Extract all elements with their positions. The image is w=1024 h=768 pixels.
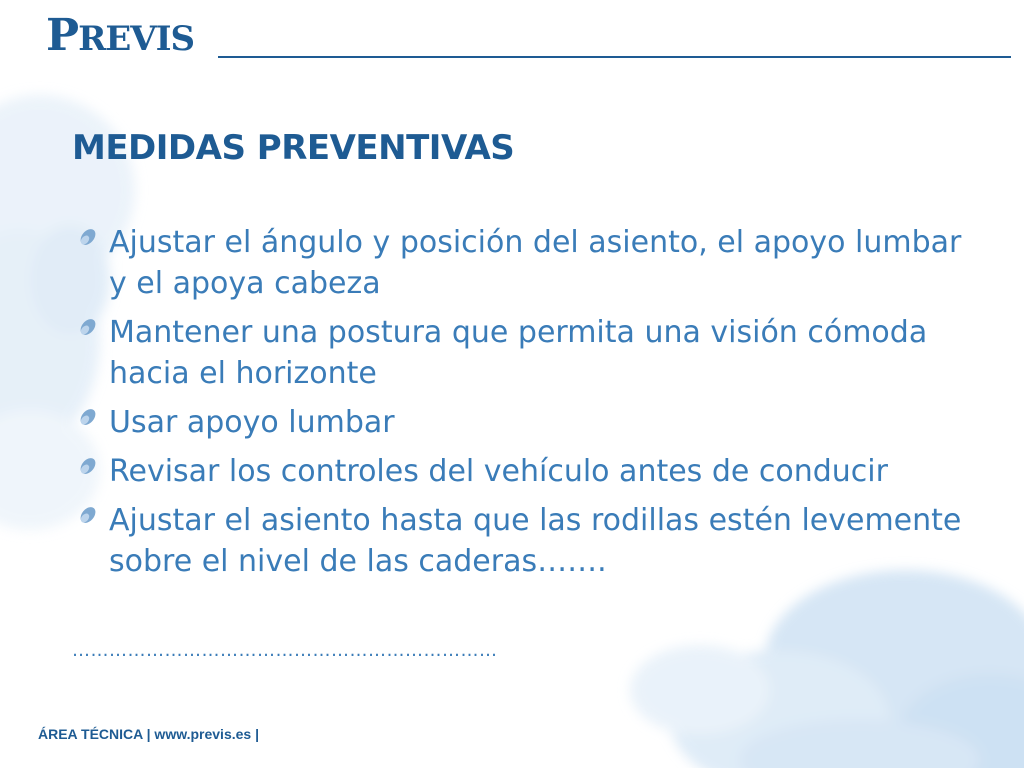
ellipsis-line: …………………………………………………………… [72,640,498,661]
leaf-bullet-icon [74,404,100,430]
bullet-text: Mantener una postura que permita una visión cómoda hacia el horizonte [109,315,928,391]
bullet-item [74,451,984,492]
bullet-item [74,402,984,443]
bullet-item [74,222,984,304]
bullet-item [74,312,984,394]
bullet-text: Revisar los controles del vehículo antes de conducir [109,454,888,489]
leaf-bullet-icon [74,314,100,340]
bullet-text: Ajustar el ángulo y posición del asiento, el apoyo lumbar y el apoya cabeza [109,225,962,301]
bullet-text: Usar apoyo lumbar [109,405,395,440]
bullet-list [74,222,984,590]
slide-title: MEDIDAS PREVENTIVAS [72,128,515,168]
previs-logo: PREVIS [46,10,195,61]
leaf-bullet-icon [74,453,100,479]
bullet-item [74,500,984,582]
header-rule [218,56,1011,58]
leaf-bullet-icon [74,224,100,250]
leaf-bullet-icon [74,502,100,528]
footer-text: ÁREA TÉCNICA | www.previs.es | [38,726,259,742]
bullet-text: Ajustar el asiento hasta que las rodillas estén levemente sobre el nivel de las caderas……. [109,503,962,579]
